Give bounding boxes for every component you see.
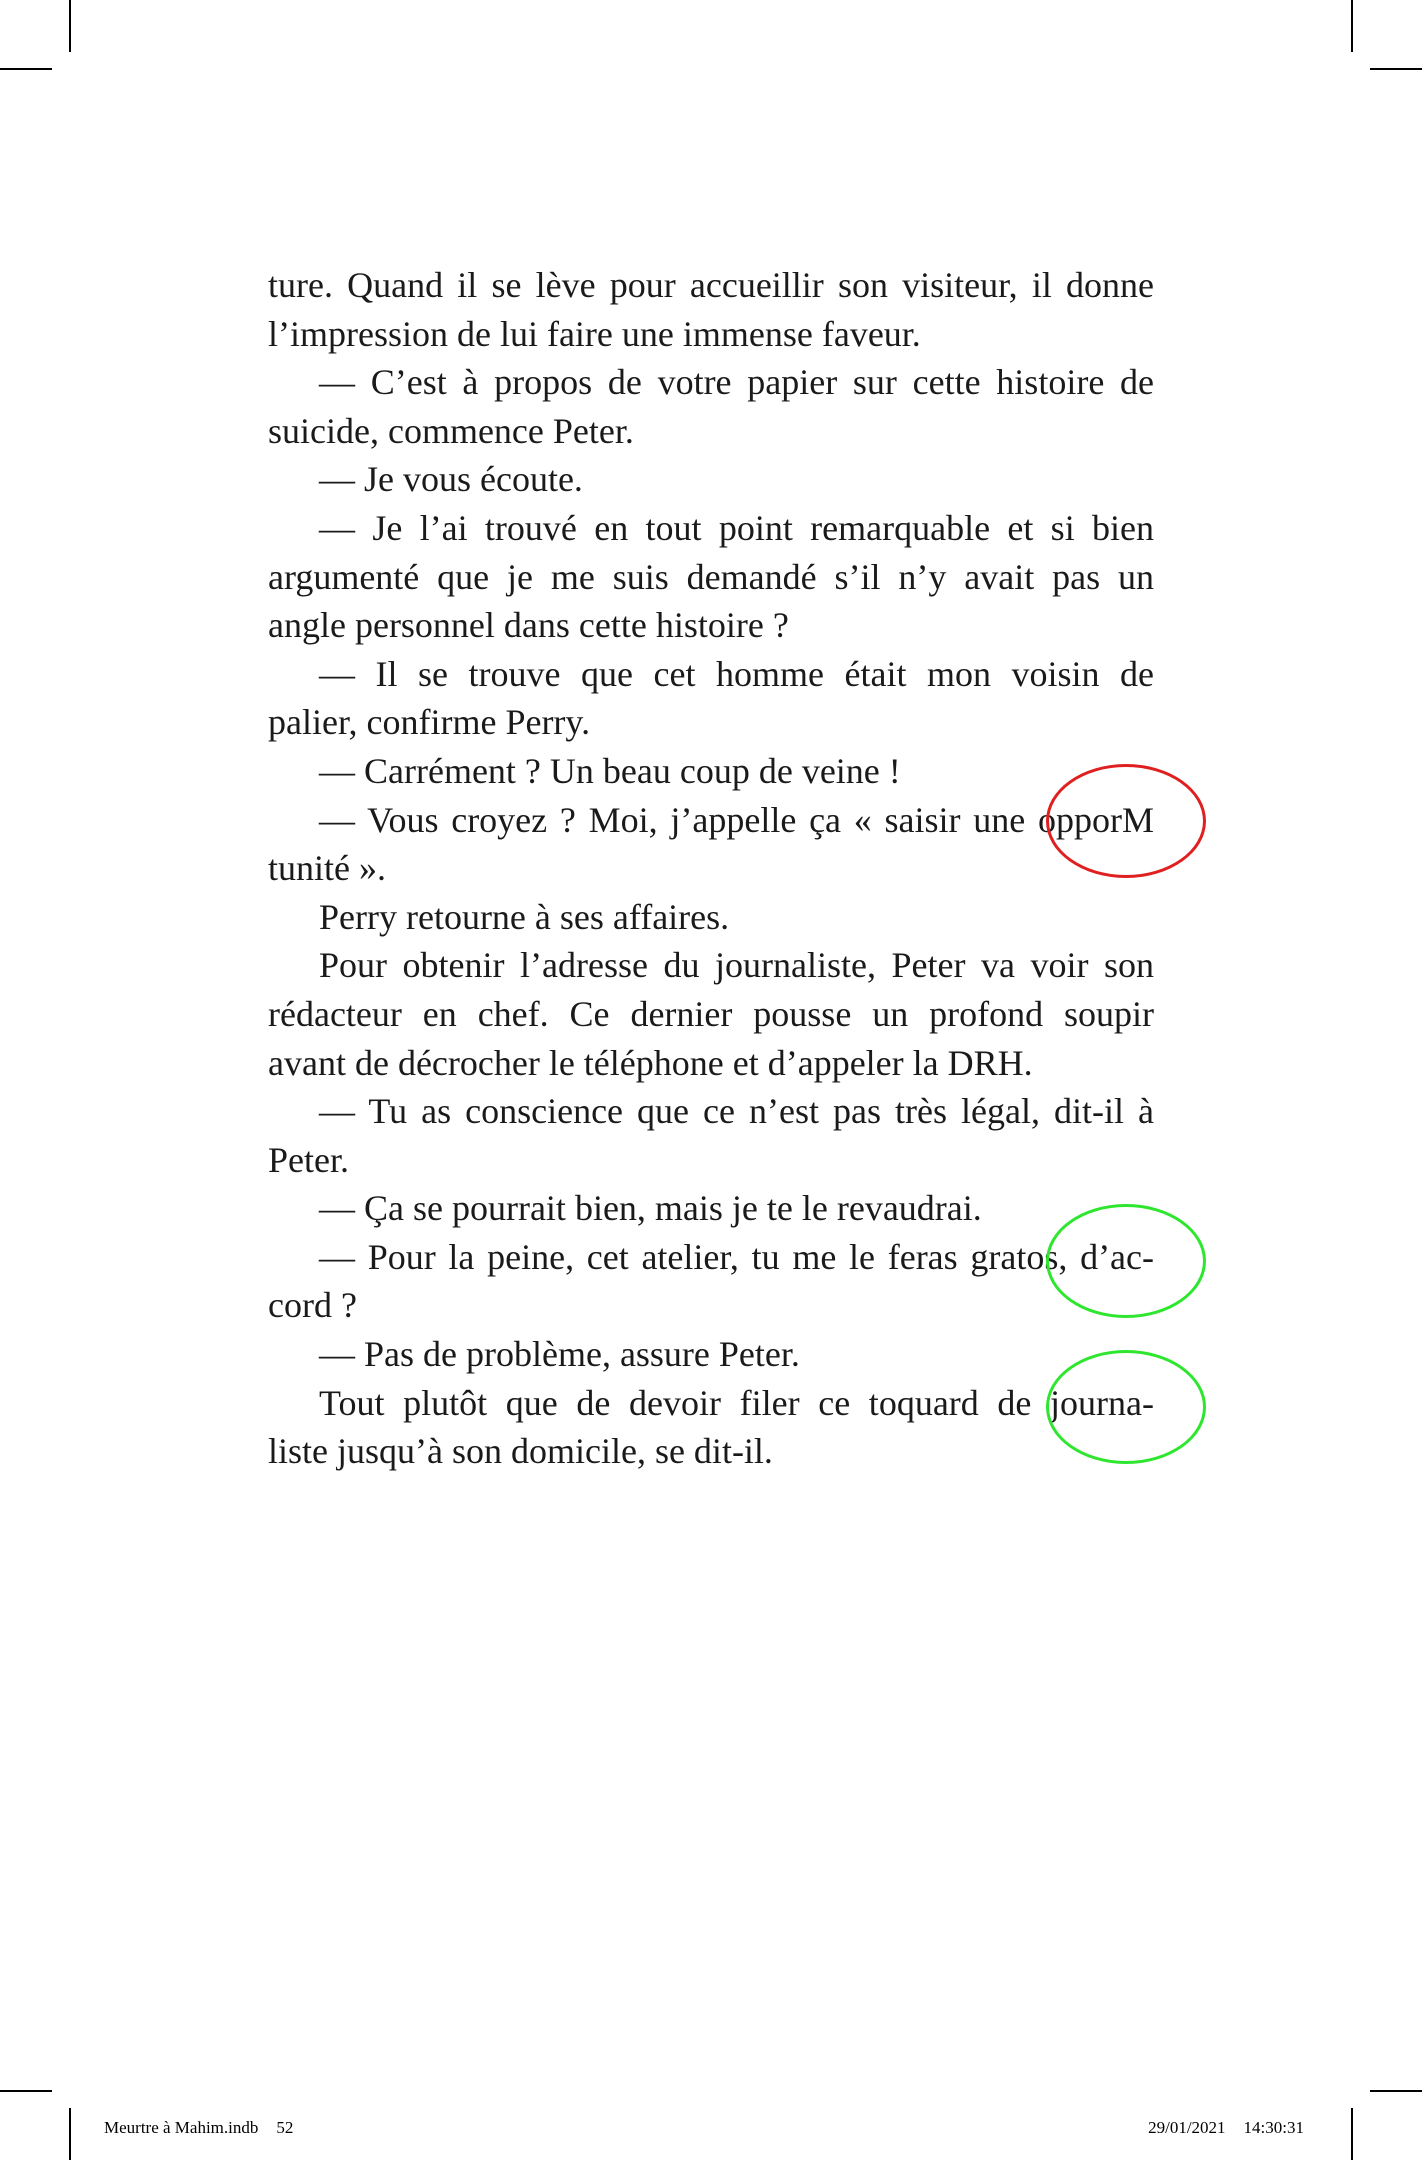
hyphenation-ok-annotation (1046, 1350, 1206, 1464)
text-line: — C’est à propos de votre papier sur cette histoire de (319, 362, 1154, 403)
text-line: argumenté que je me suis demandé s’il n’y avait pas un (268, 556, 1154, 597)
crop-mark-top-left-horizontal (0, 68, 52, 70)
text-line: angle personnel dans cette histoire ? (268, 605, 789, 646)
slug-date: 29/01/2021 (1148, 2118, 1226, 2137)
slug-time: 14:30:31 (1243, 2118, 1304, 2137)
crop-mark-top-right-horizontal (1370, 68, 1422, 70)
slug-timestamp (1148, 2118, 1304, 2138)
crop-mark-top-left-vertical (69, 0, 71, 52)
text-line: — Carrément ? Un beau coup de veine ! (319, 750, 901, 791)
text-line: — Tu as conscience que ce n’est pas très légal, dit-il à (319, 1091, 1154, 1132)
hyphenation-ok-annotation (1046, 1204, 1206, 1318)
page-body-text (268, 261, 1154, 1476)
text-line: — Ça se pourrait bien, mais je te le revaudrai. (319, 1188, 982, 1229)
text-line: liste jusqu’à son domicile, se dit-il. (268, 1431, 773, 1472)
text-line: — Vous croyez ? Moi, j’appelle ça « saisir une opporM (319, 799, 1154, 840)
text-line: Peter. (268, 1139, 349, 1180)
crop-mark-top-right-vertical (1351, 0, 1353, 52)
text-line: — Pour la peine, cet atelier, tu me le feras gratos, d’ac- (319, 1236, 1154, 1277)
text-line: l’impression de lui faire une immense faveur. (268, 313, 921, 354)
crop-mark-bottom-right-vertical (1351, 2108, 1353, 2160)
hyphenation-error-annotation (1046, 764, 1206, 878)
text-line: ture. Quand il se lève pour accueillir son visiteur, il donne (268, 265, 1154, 305)
slug-file-info (104, 2118, 293, 2138)
text-line: cord ? (268, 1285, 357, 1326)
crop-mark-bottom-left-horizontal (0, 2090, 52, 2092)
text-line: palier, confirme Perry. (268, 702, 591, 743)
text-line: — Il se trouve que cet homme était mon voisin de (319, 653, 1154, 694)
text-line: — Je vous écoute. (319, 459, 583, 500)
text-line: — Je l’ai trouvé en tout point remarquable et si bien (319, 507, 1154, 548)
crop-mark-bottom-left-vertical (69, 2108, 71, 2160)
text-line: tunité ». (268, 848, 386, 889)
slug-file-name: Meurtre à Mahim.indb (104, 2118, 259, 2137)
text-line: Perry retourne à ses affaires. (319, 896, 730, 937)
text-line: Tout plutôt que de devoir filer ce toquard de journa- (319, 1382, 1154, 1423)
text-line: Pour obtenir l’adresse du journaliste, Peter va voir son (319, 945, 1154, 986)
slug-page-number: 52 (276, 2118, 294, 2137)
text-line: rédacteur en chef. Ce dernier pousse un profond soupir (268, 993, 1154, 1034)
crop-mark-bottom-right-horizontal (1370, 2090, 1422, 2092)
text-line: suicide, commence Peter. (268, 410, 634, 451)
text-line: avant de décrocher le téléphone et d’appeler la DRH. (268, 1042, 1033, 1083)
text-line: — Pas de problème, assure Peter. (319, 1334, 800, 1375)
